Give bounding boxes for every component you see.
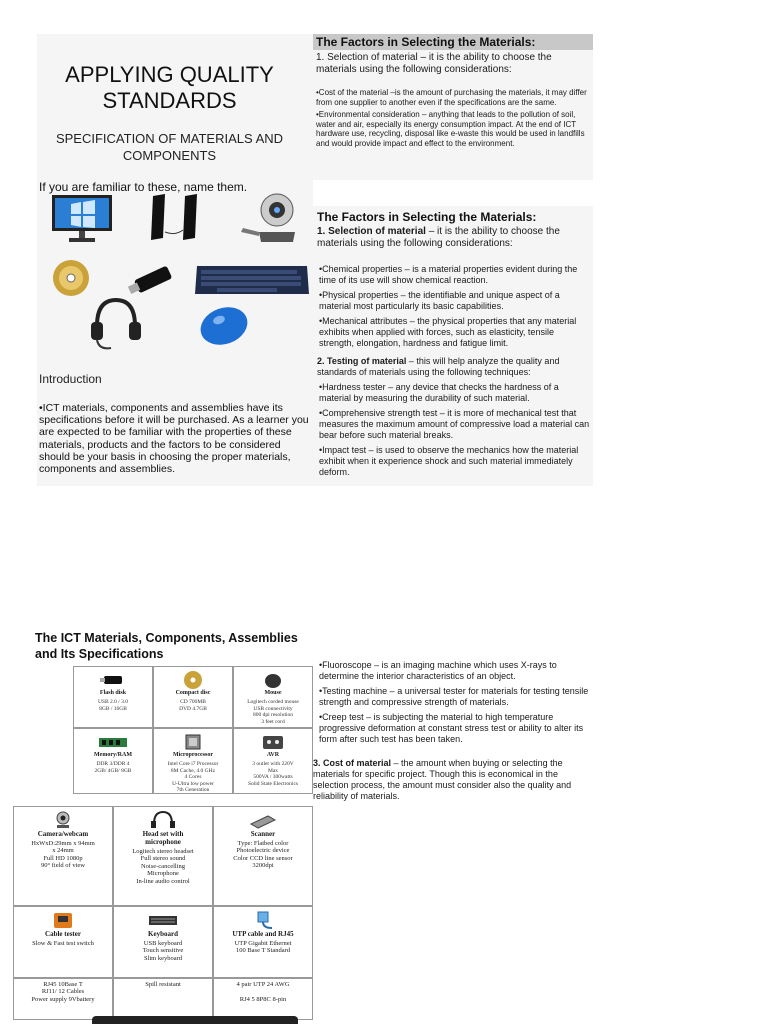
spec-desc: Logitech stereo headset Full stereo sound Noise-cancelling Microphone In-line audio control <box>132 848 194 885</box>
slide3-bullets <box>319 264 591 353</box>
flash-drive-icon <box>125 260 183 298</box>
spec-desc: USB 2.0 / 3.0 8GB / 16GB <box>97 699 129 712</box>
bullet-impact: •Impact test – is used to observe the mechanics how the material exhibit when it experience shock and such material immediately deform. <box>319 445 579 477</box>
spec-name: Flash disk <box>99 690 127 696</box>
bullet-physical: •Physical properties – the identifiable and unique aspect of a material most particularly its basic capabilities. <box>319 290 560 311</box>
cd-icon <box>178 670 208 690</box>
spec-name: Scanner <box>250 830 276 838</box>
webcam-icon <box>48 810 78 830</box>
speakers-icon <box>145 192 207 244</box>
slide4-title: The ICT Materials, Components, Assemblies and Its Specifications <box>35 631 298 661</box>
spec-desc: USB keyboard Touch sensitive Slim keyboard <box>142 940 184 962</box>
slide-testing-cost <box>313 656 593 806</box>
spec-name: Mouse <box>264 690 282 696</box>
slide2-title: The Factors in Selecting the Materials: <box>316 35 536 49</box>
spec-name: Camera/webcam <box>37 830 89 838</box>
spec-cell <box>113 978 213 1020</box>
slide-applying-quality <box>37 34 313 486</box>
spec-name: Compact disc <box>175 690 211 696</box>
spec-cell <box>213 806 313 906</box>
spec-desc: Intel Core i7 Processor 8M Cache, 4.0 GHz 4 Cores U-Ultra low power 7th Generation <box>167 761 219 793</box>
spec-desc: Spill resistant <box>145 981 181 988</box>
ram-icon <box>98 732 128 752</box>
spec-desc: Type: Flatbed color Photoelectric device Color CCD line sensor 3200dpi <box>233 840 293 870</box>
bullet-hardness: •Hardness tester – any device that checks the hardness of a material by measuring the durability of such material. <box>319 382 559 403</box>
slide5-cost: 3. Cost of material – the amount when buying or selecting the materials for specific project. Though this is economical in the selection process, the amount must consider also the quality and reliability of materials. <box>313 758 572 801</box>
spec-desc: 3 outlet with 220V Max 500VA / 300watts Solid State Electronics <box>247 761 299 787</box>
cd-icon <box>51 258 91 298</box>
spec-cell <box>73 666 153 728</box>
spec-desc: UTP Gigabit Ethernet 100 Base T Standard <box>234 940 292 955</box>
slide-factors-1 <box>313 34 593 180</box>
spec-desc: Slow & Fast test switch <box>32 940 94 947</box>
bullet-environment: •Environmental consideration – anything that leads to the pollution of soil, water and air, especially its energy consumption impact. At the end of ICT hardware use, recycling, disposal like e-waste this would be used in landfills and would provide impact and effect to the environment. <box>316 110 585 148</box>
headset-icon <box>89 296 143 352</box>
mouse-icon <box>197 302 251 350</box>
spec-desc: HxWxD:29mm x 94mm x 24mm Full HD 1080p 90° field of view <box>31 840 95 870</box>
slide2-lead: 1. Selection of material – it is the ability to choose the materials using the following considerations: <box>316 52 552 75</box>
spec-cell <box>13 906 113 978</box>
scanner-icon <box>248 810 278 830</box>
cable-tester-icon <box>48 910 78 930</box>
bullet-creep-test: •Creep test – is subjecting the material to high temperature progressive deformation at constant stress test or ability to alter its form after such test has been taken. <box>319 712 584 744</box>
spec-cell <box>233 728 313 794</box>
scroll-indicator[interactable] <box>92 1016 298 1024</box>
spec-cell <box>233 666 313 728</box>
bullet-cost: •Cost of the material –is the amount of purchasing the materials, it may differ from one supplier to another even if the specifications are the same. <box>316 88 587 107</box>
spec-name: Keyboard <box>148 930 178 938</box>
spec-cell <box>13 978 113 1020</box>
monitor-icon <box>51 194 113 244</box>
keyboard-icon <box>148 910 178 930</box>
spec-name: Microprocessor <box>172 752 214 758</box>
spec-cell <box>153 728 233 794</box>
spec-name: UTP cable and RJ45 <box>232 930 294 938</box>
slide5-bullets <box>319 660 591 749</box>
spec-cell <box>153 666 233 728</box>
slide3-testing-lead: 2. Testing of material – this will help analyze the quality and standards of materials using the following techniques: <box>317 356 560 377</box>
slide1-title: APPLYING QUALITY STANDARDS <box>65 62 274 113</box>
spec-name: Head set with microphone <box>142 830 184 846</box>
bullet-mechanical: •Mechanical attributes – the physical properties that any material exhibits when applied with forces, such as elasticity, tensile strength, elongation, hardness and fatigue limit. <box>319 316 577 348</box>
headset-icon <box>148 810 178 830</box>
keyboard-icon <box>193 262 311 298</box>
flash-drive-icon <box>98 670 128 690</box>
spec-desc: Logitech corded mouse USB connectivity 800 dpi resolution 3 feet cord <box>247 699 299 725</box>
bullet-chemical: •Chemical properties – is a material properties evident during the time of its use will show chemical reaction. <box>319 264 578 285</box>
spec-cell <box>73 728 153 794</box>
slide3-lead: 1. Selection of material – it is the ability to choose the materials using the following considerations: <box>317 226 560 249</box>
spec-name: AVR <box>266 752 280 758</box>
webcam-icon <box>237 192 299 250</box>
spec-table-bottom <box>13 806 315 1020</box>
spec-cell <box>113 906 213 978</box>
spec-cell <box>13 806 113 906</box>
bullet-compressive: •Comprehensive strength test – it is more of mechanical test that measures the maximum amount of compressive load a material can bear before such material breaks. <box>319 408 590 440</box>
slide3-testing-bullets <box>319 382 591 482</box>
spec-cell <box>213 906 313 978</box>
bullet-fluoroscope: •Fluoroscope – is an imaging machine which uses X-rays to determine the interior characteristics of an object. <box>319 660 557 681</box>
slide2-bullets <box>316 88 594 152</box>
spec-cell <box>213 978 313 1020</box>
intro-heading: Introduction <box>39 372 102 386</box>
bullet-testing-machine: •Testing machine – a universal tester for materials for testing tensile strength and compressive strength of materials. <box>319 686 589 707</box>
slide1-subtitle: SPECIFICATION OF MATERIALS AND COMPONENTS <box>55 131 284 163</box>
slide-ict-materials <box>31 628 315 1020</box>
rj45-icon <box>248 910 278 930</box>
slide3-title: The Factors in Selecting the Materials: <box>317 210 537 224</box>
slide-factors-2 <box>313 206 593 486</box>
mouse-icon <box>258 670 288 690</box>
cpu-icon <box>178 732 208 752</box>
spec-desc: 4 pair UTP 24 AWG RJ4 5 8P8C 8-pin <box>236 981 290 1003</box>
spec-table-top <box>73 666 315 796</box>
spec-desc: DDR 3/DDR 4 2GB/ 4GB/ 8GB <box>94 761 132 774</box>
spec-cell <box>113 806 213 906</box>
spec-desc: CD 700MB DVD 4.7GB <box>179 699 207 712</box>
intro-text: •ICT materials, components and assemblies have its specifications before it will be purchased. As a learner you are expected to be familiar with the properties of these materials, products and the factors to be considered should be your basis in choosing the proper materials, components and assemblies. <box>39 402 309 476</box>
spec-desc: RJ45 10Base T RJ11/ 12 Cables Power supply 9Vbattery <box>31 981 95 1003</box>
spec-name: Cable tester <box>45 930 81 938</box>
spec-name: Memory/RAM <box>94 752 132 758</box>
avr-icon <box>258 732 288 752</box>
slide1-prompt: If you are familiar to these, name them. <box>39 180 248 194</box>
